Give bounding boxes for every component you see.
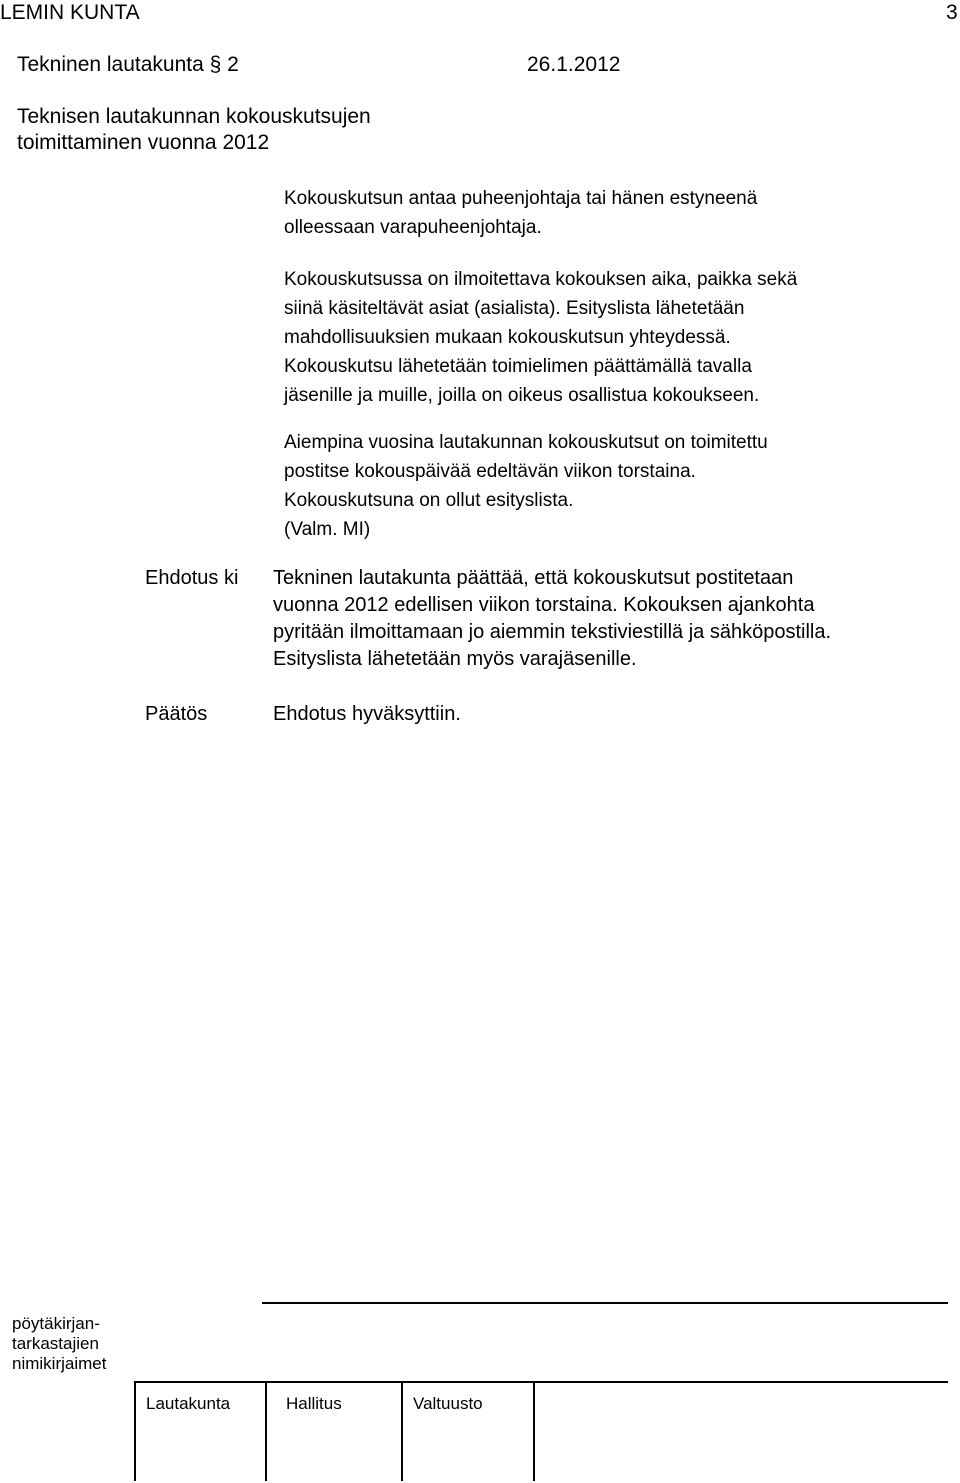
proposal-text: [273, 565, 831, 673]
paragraph-line: Kokouskutsuna on ollut esityslista.: [284, 490, 574, 511]
signature-label-line: tarkastajien: [12, 1334, 99, 1353]
body-paragraph-2: [284, 265, 797, 410]
paragraph-line: postitse kokouspäivää edeltävän viikon torstaina.: [284, 461, 696, 482]
board-section: Tekninen lautakunta § 2: [17, 53, 239, 76]
subject-line: toimittaminen vuonna 2012: [17, 131, 270, 154]
signature-label: [12, 1314, 106, 1374]
paragraph-line: Kokouskutsun antaa puheenjohtaja tai hänen estyneenä: [284, 188, 758, 209]
column-valtuusto: Valtuusto: [413, 1394, 483, 1413]
paragraph-line: (Valm. MI): [284, 519, 371, 540]
meeting-date: 26.1.2012: [527, 53, 621, 76]
signature-table-divider: [533, 1381, 535, 1481]
column-lautakunta: Lautakunta: [146, 1394, 231, 1413]
decision-text: Ehdotus hyväksyttiin.: [273, 703, 461, 725]
proposal-line: Esityslista lähetetään myös varajäsenille.: [273, 648, 637, 670]
paragraph-line: olleessaan varapuheenjohtaja.: [284, 217, 542, 238]
municipality-name: LEMIN KUNTA: [0, 1, 140, 24]
signature-table-divider: [401, 1381, 403, 1481]
signature-table-border: [134, 1381, 136, 1481]
decision-label: Päätös: [145, 703, 208, 725]
paragraph-line: siinä käsiteltävät asiat (asialista). Esityslista lähetetään: [284, 298, 745, 319]
paragraph-line: mahdollisuuksien mukaan kokouskutsun yhteydessä.: [284, 327, 731, 348]
body-paragraph-1: [284, 184, 757, 242]
proposal-label: Ehdotus ki: [145, 567, 239, 589]
proposal-line: Tekninen lautakunta päättää, että kokouskutsut postitetaan: [273, 567, 794, 589]
paragraph-line: Aiempina vuosina lautakunnan kokouskutsut on toimitettu: [284, 432, 768, 453]
signature-label-line: nimikirjaimet: [12, 1354, 107, 1373]
subject-title: [17, 104, 371, 156]
signature-table-top-border: [134, 1381, 948, 1383]
column-hallitus: Hallitus: [286, 1394, 342, 1413]
page-number: 3: [946, 1, 958, 24]
proposal-line: pyritään ilmoittamaan jo aiemmin tekstiviestillä ja sähköpostilla.: [273, 621, 832, 643]
paragraph-line: Kokouskutsussa on ilmoitettava kokouksen aika, paikka sekä: [284, 269, 798, 290]
paragraph-line: Kokouskutsu lähetetään toimielimen päättämällä tavalla: [284, 356, 752, 377]
signature-table-divider: [265, 1381, 267, 1481]
footer-top-rule: [262, 1302, 948, 1304]
subject-line: Teknisen lautakunnan kokouskutsujen: [17, 105, 371, 128]
proposal-line: vuonna 2012 edellisen viikon torstaina. Kokouksen ajankohta: [273, 594, 815, 616]
body-paragraph-3: [284, 428, 768, 544]
signature-label-line: pöytäkirjan-: [12, 1314, 100, 1333]
paragraph-line: jäsenille ja muille, joilla on oikeus osallistua kokoukseen.: [284, 385, 760, 406]
